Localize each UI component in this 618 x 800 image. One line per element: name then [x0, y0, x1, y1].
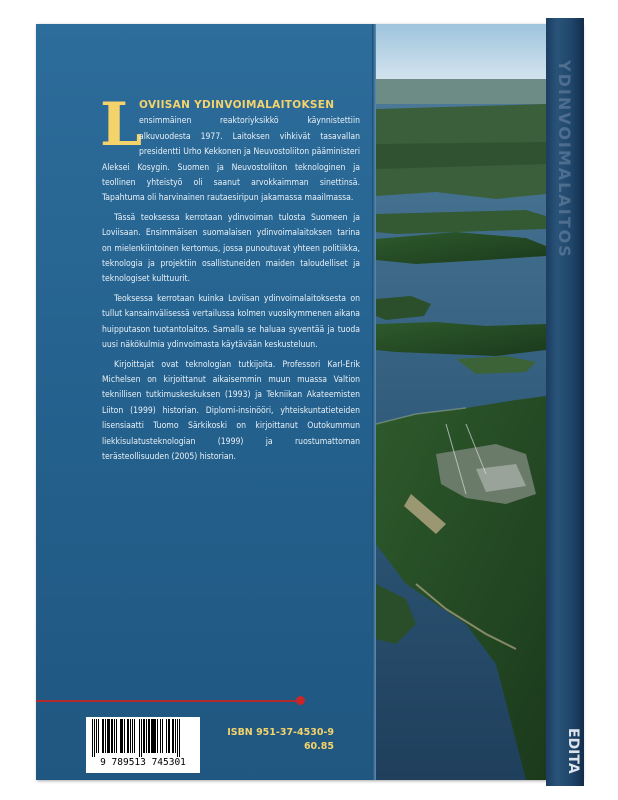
- blurb-paragraph-4: Kirjoittajat ovat teknologian tutkijoita. Professori Karl-Erik Michelsen on kirjoittanut aikaisemmin muun muassa Valtion teknillisen tutkimuskeskuksen (1993) ja Tekniikan Akateemisten Liiton (1999) historian. Diplomi-insinööri, yhteiskuntatieteiden lisensiaatti Tuomo Särkikoski on kirjoittanut Outokummun liekkisulatusteknologian (1999) ja ruostumattoman terästeollisuuden (2005) historian.: [102, 359, 360, 462]
- barcode-bar: [151, 719, 153, 753]
- barcode: [86, 717, 200, 773]
- blurb-paragraph-1: [100, 90, 360, 207]
- barcode-bar: [139, 719, 140, 757]
- barcode-bar: [132, 719, 133, 753]
- barcode-bar: [153, 719, 156, 753]
- aerial-photo: [376, 24, 546, 780]
- isbn-block: [212, 726, 334, 754]
- barcode-bar: [124, 719, 125, 753]
- barcode-bar: [111, 719, 113, 753]
- barcode-bar: [114, 719, 115, 753]
- barcode-bar: [166, 719, 167, 753]
- accent-line: [36, 700, 298, 702]
- barcode-bar: [94, 719, 95, 757]
- barcode-bar: [98, 719, 99, 753]
- spine-title: YDINVOIMALAITOS: [555, 60, 574, 259]
- barcode-bar: [162, 719, 163, 753]
- barcode-bar: [141, 719, 142, 757]
- barcode-bar: [177, 719, 178, 757]
- spine-publisher-mark: EDITA: [565, 728, 581, 774]
- barcode-number: 9 789513 745301: [88, 757, 198, 768]
- barcode-bar: [130, 719, 131, 753]
- barcode-bar: [160, 719, 161, 753]
- barcode-bar: [179, 719, 180, 757]
- barcode-bar: [102, 719, 104, 753]
- isbn-line: ISBN 951-37-4530-9: [227, 727, 334, 738]
- barcode-bar: [134, 719, 135, 753]
- barcode-bar: [116, 719, 117, 753]
- barcode-bar: [107, 719, 110, 753]
- barcode-bar: [96, 719, 97, 753]
- paragraph-1-text: ensimmäinen reaktoriyksikkö käynnistettiin alkuvuodesta 1977. Laitoksen vihkivät tasavallan presidentti Urho Kekkonen ja Neuvostoliiton pääministeri Aleksei Kosygin. Suomen ja Neuvostoliiton teknologinen ja teollinen yhteistyö oli saanut arvokkaimman sinettinsä. Tapahtuma oli harvinainen rautaesiripun jakamassa maailmassa.: [102, 116, 360, 204]
- barcode-bar: [172, 719, 174, 753]
- barcode-bar: [120, 719, 123, 753]
- barcode-bar: [168, 719, 170, 753]
- barcode-bar: [92, 719, 93, 757]
- barcode-bar: [175, 719, 176, 753]
- isbn-code: 60.85: [303, 741, 334, 752]
- barcode-bar: [105, 719, 106, 753]
- blurb-paragraph-3: Teoksessa kerrotaan kuinka Loviisan ydinvoimalaitoksesta on tullut kansainvälisessä vertailussa kolmen vuosikymmenen aikana huipputason tuotantolaitos. Samalla se haluaa syventää ja tuoda uusi näkökulmia ydinvoimasta käytävään keskusteluun.: [102, 293, 360, 351]
- blurb-heading: OVIISAN YDINVOIMALAITOKSEN: [139, 99, 335, 111]
- blurb-paragraph-2: Tässä teoksessa kerrotaan ydinvoiman tulosta Suomeen ja Loviisaan. Ensimmäisen suomalaisen ydinvoimalaitoksen tarina on mielenkiintoinen kertomus, jossa punoutuvat yhteen politiikka, teknologia ja projektiin osallistuneiden maiden taloudelliset ja teknologiset kulttuurit.: [102, 212, 360, 285]
- barcode-bar: [127, 719, 129, 753]
- blurb-text: [100, 90, 360, 469]
- barcode-bar: [148, 719, 150, 753]
- bullet-dot-icon: [296, 696, 305, 705]
- barcode-bars: [88, 719, 198, 757]
- barcode-bar: [146, 719, 147, 753]
- barcode-bar: [143, 719, 145, 753]
- barcode-bar: [157, 719, 158, 753]
- drop-cap-letter: L: [100, 90, 143, 160]
